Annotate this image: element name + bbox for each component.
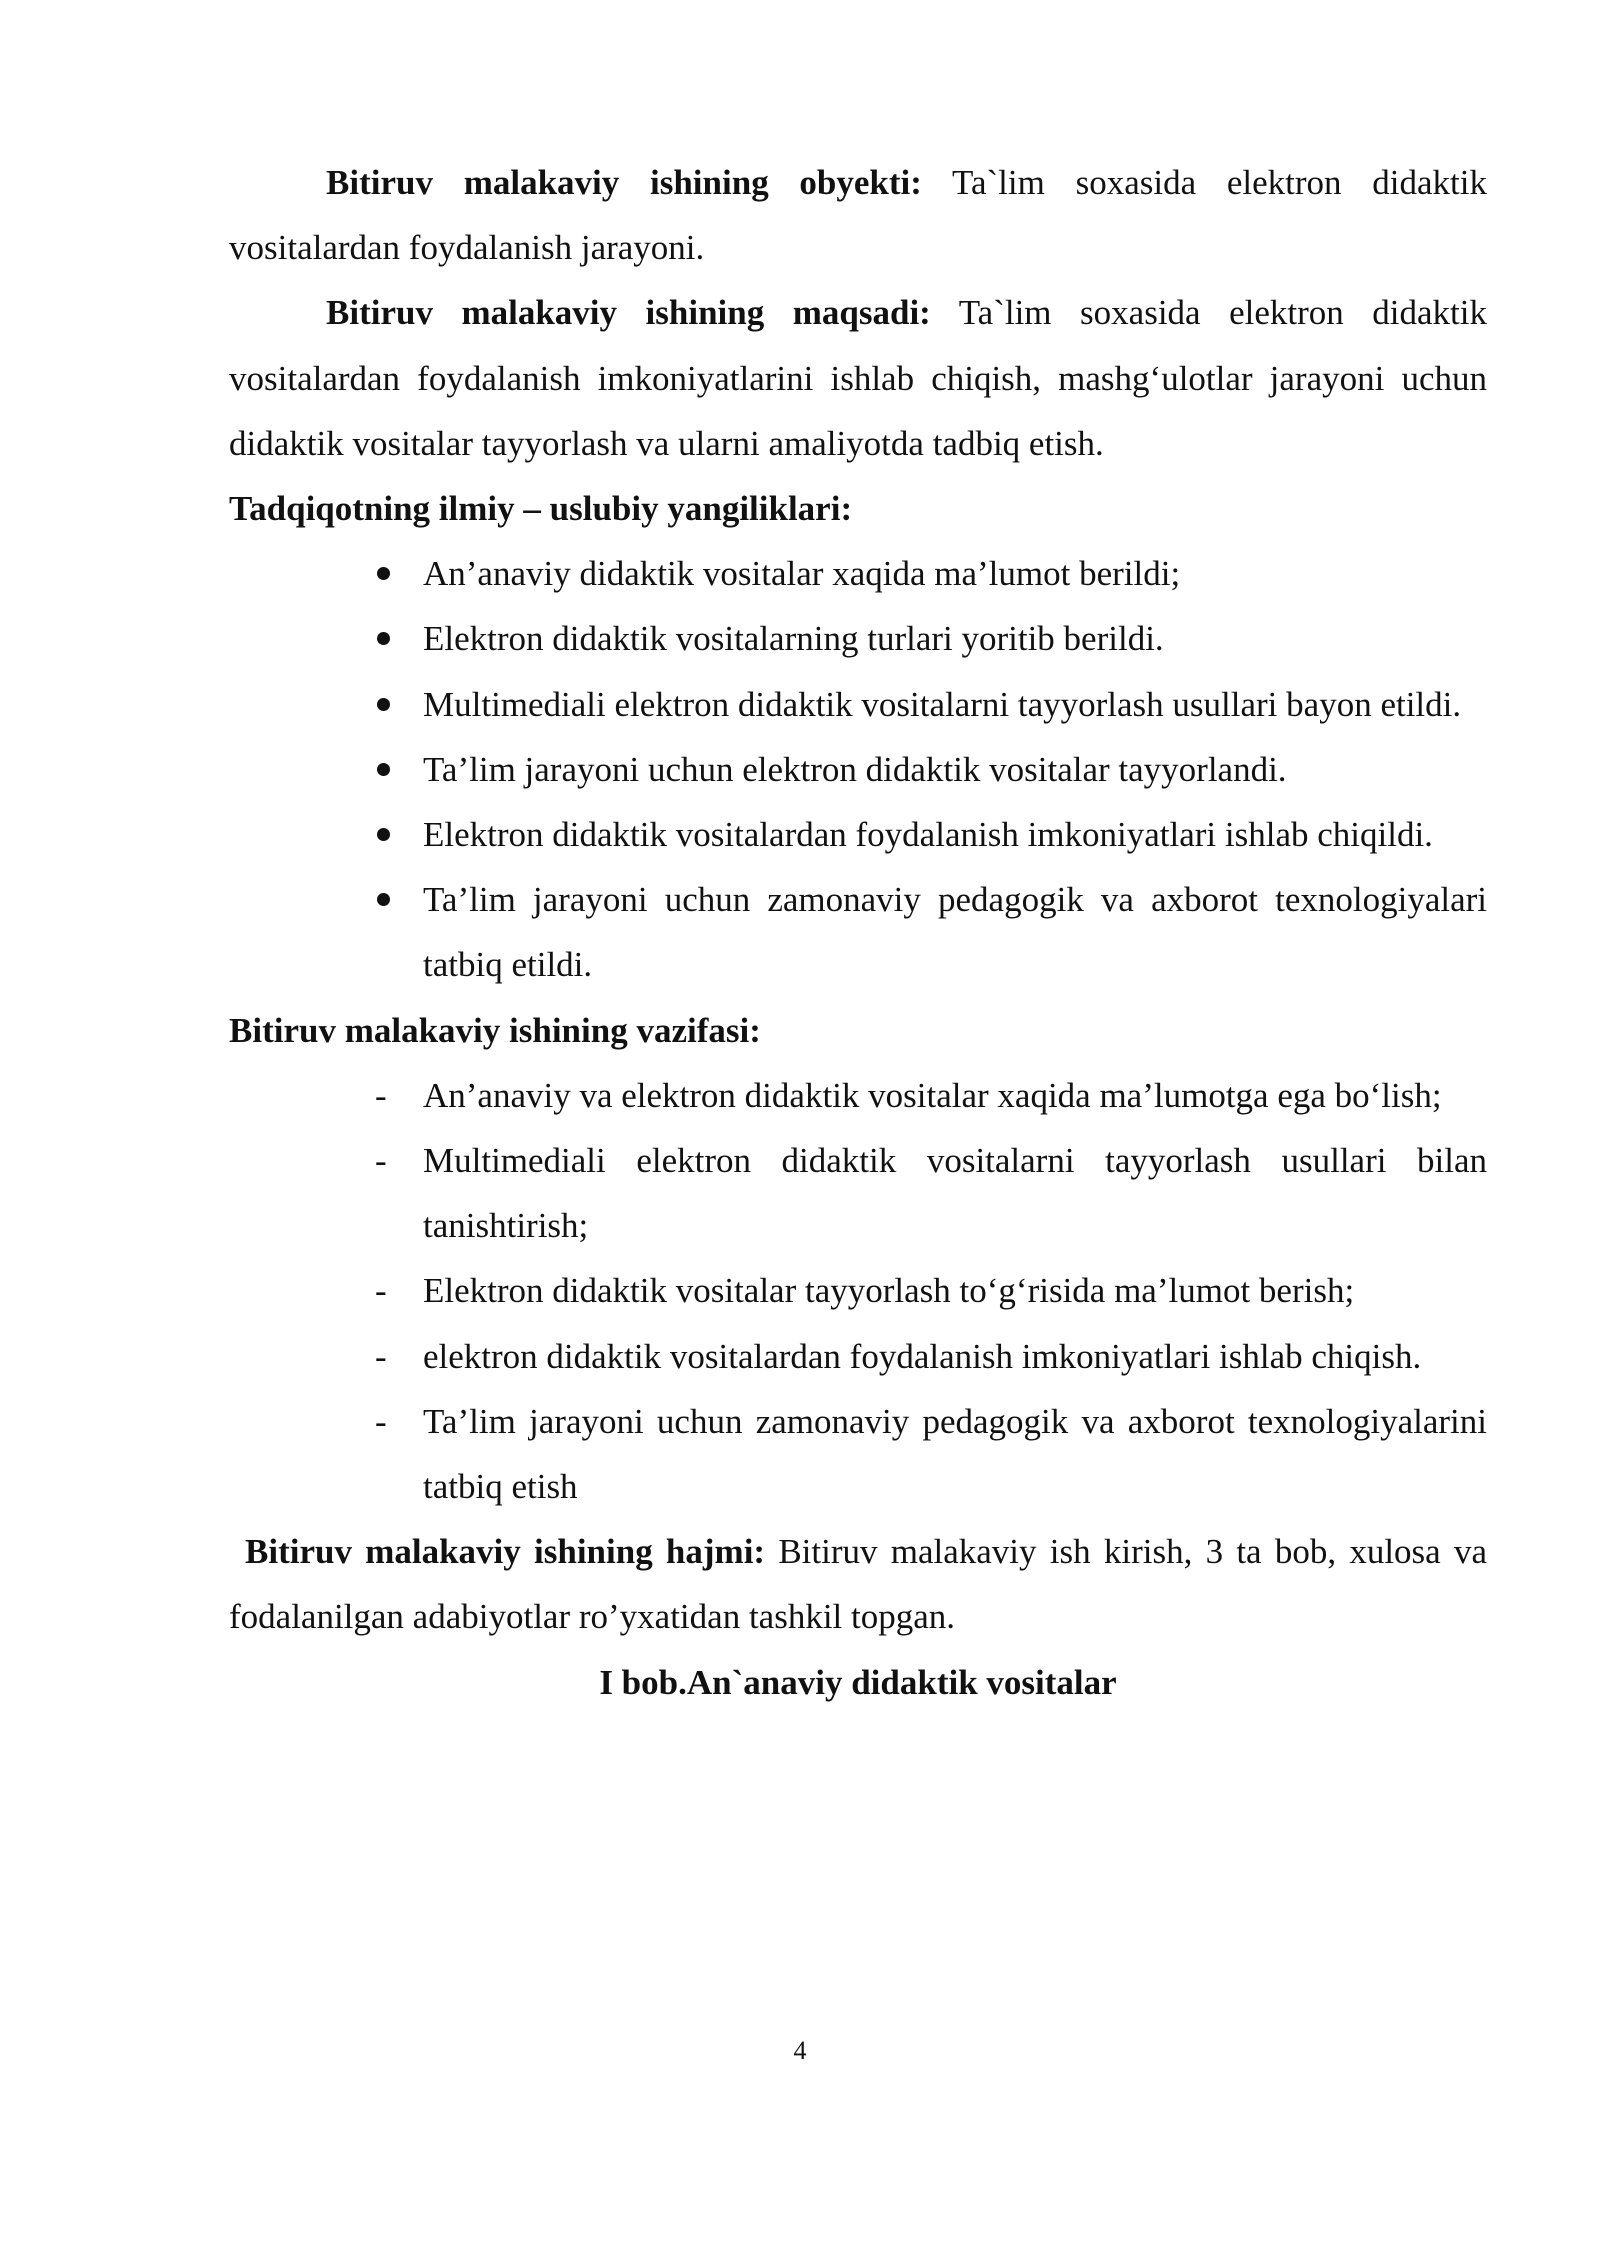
list-item-text: Elektron didaktik vositalardan foydalanish imkoniyatlari ishlab chiqildi.	[423, 815, 1433, 855]
dash-marker: -	[375, 1336, 387, 1376]
list-item	[229, 802, 1487, 867]
list-item-text: Elektron didaktik vositalarning turlari yoritib berildi.	[423, 619, 1164, 659]
aim-paragraph	[229, 280, 1487, 476]
body-text	[229, 150, 1487, 1715]
tasks-heading: Bitiruv malakaviy ishining vazifasi:	[229, 1010, 761, 1050]
list-item	[229, 1389, 1487, 1519]
list-item	[229, 541, 1487, 606]
list-item-text: An’anaviy va elektron didaktik vositalar xaqida ma’lumotga ega bo‘lish;	[423, 1075, 1442, 1115]
list-item	[229, 867, 1487, 997]
bullet-icon	[375, 672, 405, 737]
list-item-text: Multimediali elektron didaktik vositalarni tayyorlash usullari bayon etildi.	[423, 684, 1462, 724]
list-item	[229, 737, 1487, 802]
list-item-text: Ta’lim jarayoni uchun elektron didaktik vositalar tayyorlandi.	[423, 749, 1287, 789]
dash-marker: -	[375, 1401, 387, 1441]
list-item	[229, 1324, 1487, 1389]
list-item-text: Elektron didaktik vositalar tayyorlash to‘g‘risida ma’lumot berish;	[423, 1271, 1355, 1311]
list-item	[229, 606, 1487, 671]
object-label: Bitiruv malakaviy ishining obyekti:	[326, 163, 922, 202]
aim-text: Ta`lim soxasida elektron didaktik vositalardan foydalanish imkoniyatlarini ishlab chiqish, mashg‘ulotlar jarayoni uchun didaktik vositalar tayyorlash va ularni amaliyotda tadbiq etish.	[229, 293, 1487, 463]
bullet-icon	[375, 737, 405, 802]
page-number: 4	[793, 2036, 807, 2065]
list-item	[229, 1063, 1487, 1128]
list-item	[229, 1128, 1487, 1258]
tasks-list	[229, 1063, 1487, 1519]
bullet-icon	[375, 802, 405, 867]
bullet-icon	[375, 541, 405, 606]
aim-label: Bitiruv malakaviy ishining maqsadi:	[326, 293, 931, 333]
novelty-list	[229, 541, 1487, 997]
chapter-title: I bob.An`anaviy didaktik vositalar	[599, 1662, 1117, 1702]
novelty-heading: Tadqiqotning ilmiy – uslubiy yangiliklari:	[229, 489, 853, 529]
list-item	[229, 672, 1487, 737]
bullet-icon	[375, 606, 405, 671]
dash-marker: -	[375, 1271, 387, 1311]
object-text: Ta`lim soxasida elektron didaktik vositalardan foydalanish jarayoni.	[229, 163, 1487, 268]
dash-marker: -	[375, 1075, 387, 1115]
list-item-text: Ta’lim jarayoni uchun zamonaviy pedagogik va axborot texnologiyalari tatbiq etildi.	[423, 880, 1487, 985]
list-item-text: Ta’lim jarayoni uchun zamonaviy pedagogik va axborot texnologiyalarini tatbiq etish	[423, 1401, 1487, 1507]
list-item-text: elektron didaktik vositalardan foydalanish imkoniyatlari ishlab chiqish.	[423, 1336, 1422, 1376]
volume-paragraph	[229, 1519, 1487, 1649]
volume-text: Bitiruv malakaviy ish kirish, 3 ta bob, xulosa va fodalanilgan adabiyotlar ro’yxatidan tashkil topgan.	[229, 1532, 1487, 1637]
object-paragraph	[229, 150, 1487, 280]
bullet-icon	[375, 867, 405, 932]
list-item-text: Multimediali elektron didaktik vositalarni tayyorlash usullari bilan tanishtirish;	[423, 1141, 1487, 1246]
list-item-text: An’anaviy didaktik vositalar xaqida ma’lumot berildi;	[423, 554, 1181, 594]
list-item	[229, 1258, 1487, 1323]
dash-marker: -	[375, 1141, 387, 1181]
volume-label: Bitiruv malakaviy ishining hajmi:	[245, 1532, 766, 1572]
